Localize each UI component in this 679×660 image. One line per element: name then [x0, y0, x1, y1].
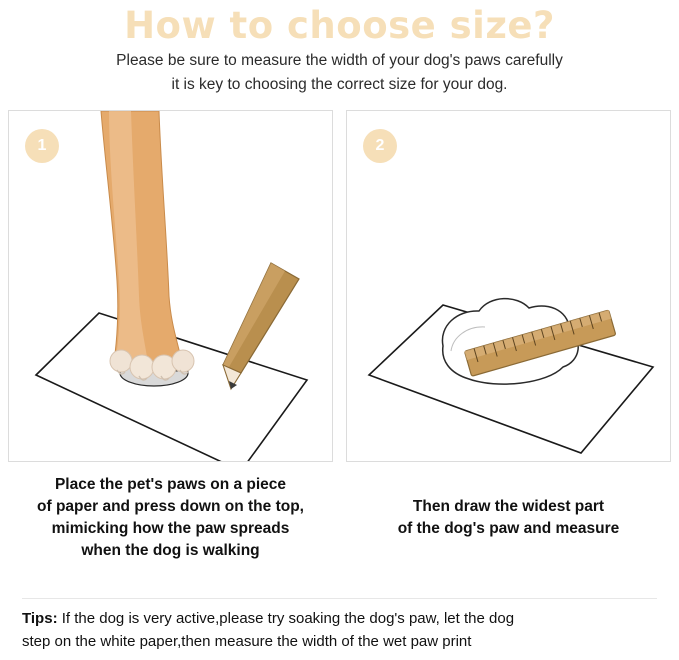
- tips-section: [0, 598, 679, 660]
- page-title: How to choose size?: [124, 4, 555, 47]
- caption-step-1-line-1: Place the pet's paws on a piece: [54, 476, 287, 493]
- tips-line-2: step on the white paper,then measure the width of the wet paw print: [22, 633, 472, 650]
- step-2-illustration: [347, 111, 671, 462]
- step-1-illustration: [9, 111, 333, 462]
- pencil-icon: [223, 263, 299, 389]
- caption-step-1-line-2: of paper and press down on the top,: [37, 498, 304, 515]
- page-subtitle-line1: Please be sure to measure the width of your dog's paws carefully: [116, 52, 563, 69]
- caption-step-1-line-4: when the dog is walking: [81, 542, 260, 559]
- tips-divider: [22, 598, 657, 653]
- page-subtitle-line2: it is key to choosing the correct size for your dog.: [171, 76, 508, 93]
- caption-step-2-line-1: Then draw the widest part: [412, 498, 605, 515]
- tips-text-1: If the dog is very active,please try soaking the dog's paw, let the dog: [57, 610, 515, 627]
- caption-step-2: [346, 474, 671, 562]
- illustration-panels: [0, 110, 679, 462]
- caption-step-2-line-2: of the dog's paw and measure: [397, 520, 620, 537]
- tips-label: Tips:: [22, 610, 58, 627]
- step-badge-2: 2: [363, 129, 397, 163]
- tips-line-1: [22, 607, 657, 630]
- caption-step-1: [8, 474, 333, 562]
- caption-step-1-line-3: mimicking how the paw spreads: [51, 520, 290, 537]
- panel-step-2: [346, 110, 671, 462]
- step-badge-1: 1: [25, 129, 59, 163]
- panel-captions: [0, 474, 679, 562]
- panel-step-1: [8, 110, 333, 462]
